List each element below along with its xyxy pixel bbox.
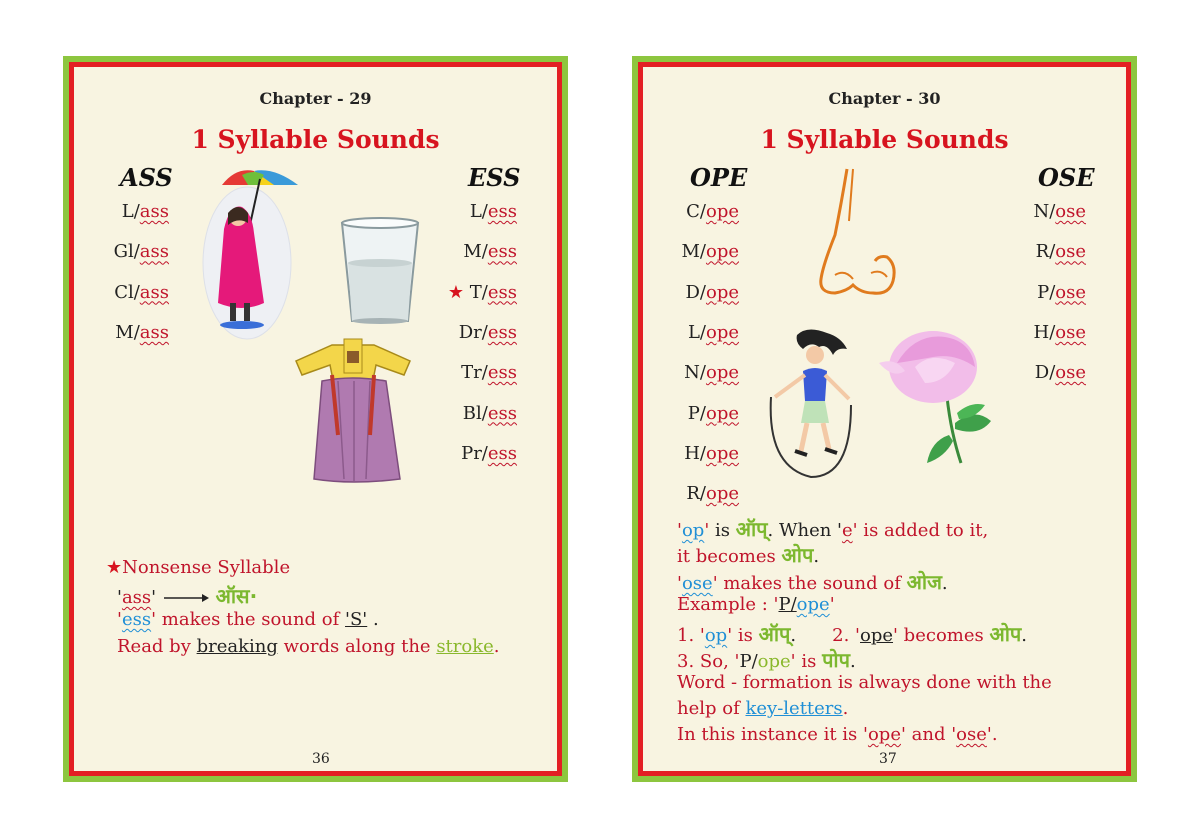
hindi-pope: पोप	[822, 648, 850, 672]
word-onset: L/	[121, 201, 140, 222]
page-number: 36	[312, 751, 330, 767]
word-item	[459, 322, 517, 343]
word-rime: ose	[1055, 241, 1086, 263]
step-line-3	[677, 646, 856, 673]
word-rime: ess	[487, 281, 517, 303]
hindi-op-2: ऑप्	[758, 622, 791, 646]
page-title: 1 Syllable Sounds	[760, 125, 1009, 154]
word-onset: Pr/	[461, 442, 488, 464]
word-item	[1037, 282, 1086, 303]
text-quote: '	[829, 594, 835, 615]
right-page	[632, 56, 1137, 782]
word-onset: D/	[1034, 362, 1056, 384]
page-red-border	[638, 62, 1131, 776]
word-rime: ass	[139, 321, 169, 343]
chapter-heading: Chapter - 29	[259, 89, 372, 108]
word-rime: ope	[705, 442, 739, 464]
note-quote-close: '	[151, 587, 157, 608]
note-line-1	[117, 582, 257, 609]
note-line-2-end: .	[367, 609, 379, 630]
word-rime: ope	[705, 281, 739, 303]
note-ess-word: ess	[121, 609, 152, 630]
example-line	[677, 594, 835, 615]
word-item	[114, 241, 169, 262]
text-when: . When '	[767, 520, 842, 541]
page-title: 1 Syllable Sounds	[191, 125, 440, 154]
ose-word: ose	[681, 573, 713, 594]
word-onset: Dr/	[458, 321, 488, 343]
step-line-1	[677, 620, 1027, 647]
umbrella-girl-illustration	[202, 163, 308, 343]
note-hindi-aas: ऑस	[215, 584, 250, 608]
word-item	[114, 282, 169, 303]
word-onset: L/	[687, 321, 706, 343]
word-onset: M/	[115, 321, 140, 343]
word-item	[122, 201, 169, 222]
word-item	[448, 282, 517, 303]
word-onset: N/	[1033, 201, 1056, 222]
step-op: op	[704, 625, 728, 646]
explanation-line-1: 'op' is ऑप्. When 'e' is added to it,	[677, 517, 989, 541]
note-quote-open: '	[117, 587, 122, 608]
text-end: '.	[986, 724, 998, 745]
word-item	[1034, 322, 1087, 343]
page-number: 37	[879, 751, 897, 767]
note-line-3-a: Read by	[117, 636, 197, 657]
word-rime: ess	[487, 442, 517, 464]
word-onset: M/	[681, 241, 706, 263]
instance-line	[677, 724, 998, 745]
op-word: op	[681, 520, 705, 541]
word-onset: Cl/	[114, 281, 140, 303]
word-onset: Bl/	[462, 402, 488, 424]
text-makes-sound: makes the sound of	[717, 573, 907, 594]
step-ope-green: ope	[757, 651, 791, 672]
note-stroke-word: stroke	[436, 636, 494, 657]
note-line-3-c: words along the	[277, 636, 437, 657]
instance-ope: ope	[867, 724, 901, 745]
note-breaking-word: breaking	[196, 636, 278, 657]
chapter-heading: Chapter - 30	[828, 89, 941, 108]
word-rime: ess	[487, 241, 517, 263]
word-rime: ass	[139, 241, 169, 263]
word-onset: C/	[686, 201, 706, 222]
example-p: P/	[778, 594, 797, 615]
key-letters-link[interactable]: key-letters	[745, 698, 843, 719]
text-added: ' is added to it,	[852, 520, 989, 541]
note-line-3	[117, 636, 500, 657]
word-onset: Tr/	[461, 362, 488, 384]
word-rime: ope	[705, 321, 739, 343]
word-item	[685, 282, 739, 303]
word-item	[461, 443, 517, 464]
note-line-2: 'ess' makes the sound of 'S' .	[117, 609, 379, 630]
word-rime: ope	[705, 483, 739, 505]
text-becomes: ' becomes	[893, 625, 990, 646]
step-p: P/	[739, 651, 758, 672]
text-step-1: 1. '	[677, 625, 705, 646]
hindi-op: ऑप्	[735, 517, 768, 541]
rose-illustration	[875, 323, 995, 473]
page-content	[643, 67, 1126, 771]
word-rime: ess	[487, 362, 517, 384]
star-icon: ★	[106, 557, 123, 578]
hindi-oj: ओज	[906, 570, 942, 594]
word-onset: R/	[686, 483, 706, 505]
word-onset: P/	[687, 402, 706, 424]
e-letter: e	[841, 520, 853, 541]
word-rime: ose	[1055, 362, 1086, 384]
word-item	[115, 322, 169, 343]
page-red-border	[69, 62, 562, 776]
text-dot: .	[941, 573, 948, 594]
word-rime: ope	[705, 362, 739, 384]
word-item	[686, 483, 739, 504]
word-rime: ope	[705, 402, 739, 424]
word-rime: ass	[139, 281, 169, 303]
column-heading-ope: OPE	[690, 163, 748, 192]
word-item	[688, 403, 739, 424]
word-onset: L/	[469, 201, 488, 222]
word-formation-line: Word - formation is always done with the	[677, 672, 1052, 693]
word-item	[461, 362, 517, 383]
text-dot: .	[790, 625, 797, 646]
note-hindi-dot: ·	[249, 584, 258, 608]
word-rime: ose	[1055, 201, 1086, 222]
word-rime: ess	[487, 321, 517, 343]
text-and: ' and '	[900, 724, 957, 745]
nose-illustration	[813, 165, 903, 305]
word-onset: D/	[685, 281, 706, 303]
word-item	[463, 241, 517, 262]
word-onset: M/	[463, 241, 488, 263]
word-item	[1035, 362, 1086, 383]
word-rime: ass	[139, 201, 169, 222]
text-dot: .	[813, 546, 820, 567]
word-onset: T/	[469, 281, 488, 303]
text-is: ' is	[790, 651, 823, 672]
word-onset: H/	[1033, 321, 1056, 343]
word-rime: ose	[1055, 281, 1086, 303]
text-it-becomes: it becomes	[677, 546, 782, 567]
word-item	[688, 322, 739, 343]
word-onset: N/	[684, 362, 706, 384]
word-rime: ope	[705, 241, 739, 263]
hindi-ope-2: ओप	[989, 622, 1022, 646]
note-line-3-e: .	[493, 636, 500, 657]
column-heading-ass: ASS	[120, 163, 173, 192]
left-page	[63, 56, 568, 782]
text-dot: .	[849, 651, 856, 672]
step-ope: ope	[860, 625, 894, 646]
text-step-2: 2. '	[832, 625, 860, 646]
note-line-2-text: makes the sound of	[156, 609, 346, 630]
arrow-right-icon	[162, 591, 210, 605]
text-instance: In this instance it is '	[677, 724, 868, 745]
word-onset: H/	[684, 442, 706, 464]
text-dot: .	[1021, 625, 1028, 646]
text-is: ' is	[727, 625, 759, 646]
text-dot: .	[842, 698, 849, 719]
text-step-3: 3. So, '	[677, 651, 740, 672]
word-onset: Gl/	[113, 241, 140, 263]
robe-dress-illustration	[292, 335, 414, 485]
word-rime: ope	[705, 201, 739, 222]
column-heading-ose: OSE	[1038, 163, 1095, 192]
star-icon: ★	[447, 281, 465, 303]
explanation-line-3: 'ose' makes the sound of ओज.	[677, 570, 948, 594]
page-content	[74, 67, 557, 771]
key-letters-line	[677, 698, 848, 719]
text-example: Example : '	[677, 594, 779, 615]
column-heading-ess: ESS	[468, 163, 521, 192]
word-item	[681, 241, 739, 262]
note-heading	[106, 557, 290, 578]
jump-rope-girl-illustration	[767, 327, 859, 487]
word-rime: ose	[1055, 321, 1086, 343]
word-item	[684, 362, 739, 383]
example-ope: ope	[796, 594, 830, 615]
text-is: is	[709, 520, 736, 541]
word-onset: R/	[1035, 241, 1056, 263]
word-onset: P/	[1037, 281, 1056, 303]
word-rime: ess	[487, 201, 517, 222]
instance-ose: ose	[956, 724, 987, 745]
hindi-ope: ओप	[781, 543, 814, 567]
note-ass-word: ass	[121, 587, 152, 608]
word-item	[686, 201, 739, 222]
text-help-of: help of	[677, 698, 746, 719]
note-s-sound: 'S'	[345, 609, 368, 630]
water-glass-illustration	[338, 217, 422, 327]
explanation-line-2	[677, 541, 819, 568]
word-item	[470, 201, 517, 222]
word-rime: ess	[487, 402, 517, 424]
word-item	[463, 403, 517, 424]
word-item	[1036, 241, 1086, 262]
word-item	[1033, 201, 1086, 222]
note-heading-text: Nonsense Syllable	[122, 557, 291, 578]
word-item	[684, 443, 739, 464]
